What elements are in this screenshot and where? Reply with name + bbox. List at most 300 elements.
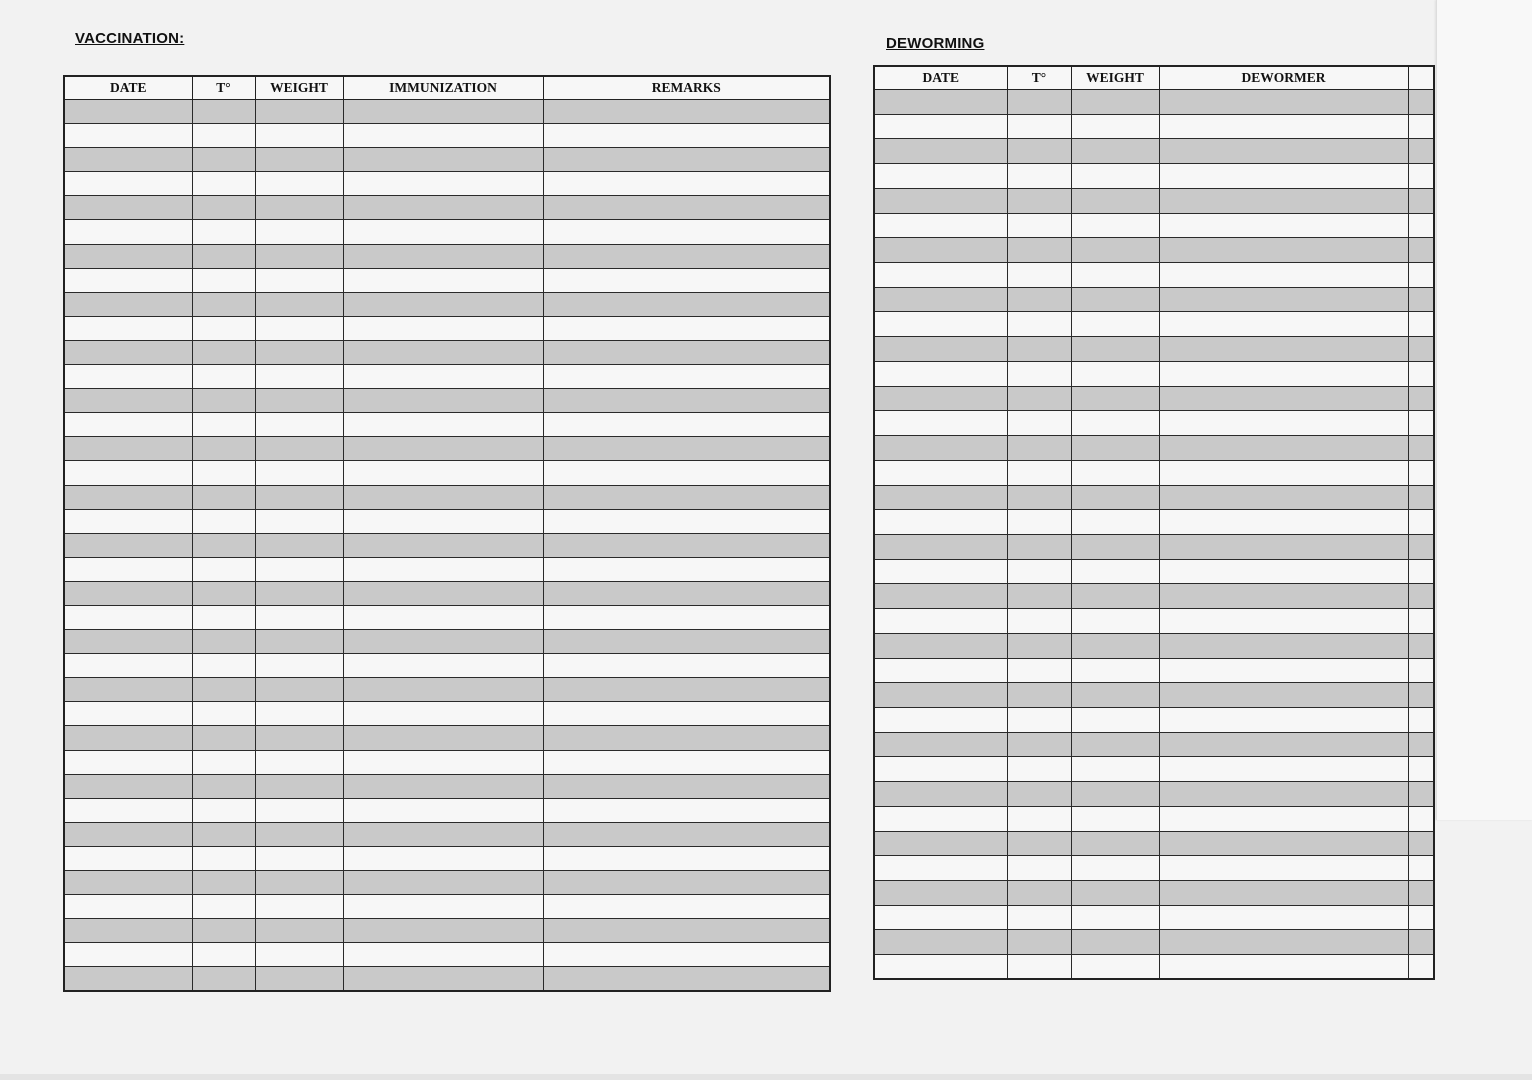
vaccination-cell[interactable] bbox=[543, 389, 830, 413]
vaccination-cell[interactable] bbox=[192, 220, 255, 244]
deworming-cell[interactable] bbox=[1408, 436, 1434, 461]
deworming-cell[interactable] bbox=[1159, 460, 1408, 485]
vaccination-cell[interactable] bbox=[343, 726, 543, 750]
vaccination-cell[interactable] bbox=[543, 678, 830, 702]
vaccination-cell[interactable] bbox=[543, 461, 830, 485]
vaccination-cell[interactable] bbox=[64, 846, 192, 870]
vaccination-cell[interactable] bbox=[192, 316, 255, 340]
deworming-cell[interactable] bbox=[874, 287, 1007, 312]
deworming-cell[interactable] bbox=[1007, 732, 1071, 757]
vaccination-cell[interactable] bbox=[543, 100, 830, 124]
vaccination-cell[interactable] bbox=[543, 750, 830, 774]
deworming-cell[interactable] bbox=[1159, 337, 1408, 362]
vaccination-cell[interactable] bbox=[192, 244, 255, 268]
vaccination-cell[interactable] bbox=[192, 750, 255, 774]
deworming-cell[interactable] bbox=[1071, 386, 1159, 411]
deworming-cell[interactable] bbox=[1408, 881, 1434, 906]
deworming-cell[interactable] bbox=[1071, 905, 1159, 930]
vaccination-cell[interactable] bbox=[343, 798, 543, 822]
vaccination-cell[interactable] bbox=[192, 268, 255, 292]
deworming-cell[interactable] bbox=[1071, 534, 1159, 559]
deworming-cell[interactable] bbox=[1408, 559, 1434, 584]
deworming-cell[interactable] bbox=[1007, 707, 1071, 732]
vaccination-cell[interactable] bbox=[343, 437, 543, 461]
vaccination-cell[interactable] bbox=[255, 148, 343, 172]
deworming-cell[interactable] bbox=[1007, 559, 1071, 584]
deworming-cell[interactable] bbox=[1408, 90, 1434, 115]
vaccination-cell[interactable] bbox=[343, 654, 543, 678]
deworming-cell[interactable] bbox=[1071, 633, 1159, 658]
deworming-cell[interactable] bbox=[1408, 534, 1434, 559]
vaccination-cell[interactable] bbox=[543, 533, 830, 557]
deworming-cell[interactable] bbox=[1007, 411, 1071, 436]
vaccination-cell[interactable] bbox=[64, 774, 192, 798]
deworming-cell[interactable] bbox=[1071, 559, 1159, 584]
vaccination-cell[interactable] bbox=[543, 292, 830, 316]
vaccination-cell[interactable] bbox=[343, 485, 543, 509]
vaccination-cell[interactable] bbox=[192, 630, 255, 654]
vaccination-cell[interactable] bbox=[343, 678, 543, 702]
deworming-cell[interactable] bbox=[1408, 584, 1434, 609]
vaccination-cell[interactable] bbox=[255, 726, 343, 750]
deworming-cell[interactable] bbox=[1159, 510, 1408, 535]
deworming-cell[interactable] bbox=[1071, 930, 1159, 955]
deworming-cell[interactable] bbox=[1007, 905, 1071, 930]
vaccination-cell[interactable] bbox=[64, 413, 192, 437]
deworming-cell[interactable] bbox=[1071, 707, 1159, 732]
deworming-cell[interactable] bbox=[1408, 510, 1434, 535]
vaccination-cell[interactable] bbox=[64, 533, 192, 557]
deworming-cell[interactable] bbox=[1007, 263, 1071, 288]
vaccination-cell[interactable] bbox=[343, 943, 543, 967]
deworming-cell[interactable] bbox=[1071, 881, 1159, 906]
deworming-cell[interactable] bbox=[1408, 312, 1434, 337]
deworming-cell[interactable] bbox=[874, 460, 1007, 485]
vaccination-cell[interactable] bbox=[255, 100, 343, 124]
deworming-cell[interactable] bbox=[1071, 114, 1159, 139]
deworming-cell[interactable] bbox=[1408, 337, 1434, 362]
deworming-cell[interactable] bbox=[874, 881, 1007, 906]
deworming-cell[interactable] bbox=[1071, 188, 1159, 213]
vaccination-cell[interactable] bbox=[343, 846, 543, 870]
vaccination-cell[interactable] bbox=[64, 678, 192, 702]
deworming-cell[interactable] bbox=[1007, 361, 1071, 386]
vaccination-cell[interactable] bbox=[543, 943, 830, 967]
deworming-cell[interactable] bbox=[1071, 436, 1159, 461]
vaccination-cell[interactable] bbox=[543, 437, 830, 461]
deworming-cell[interactable] bbox=[1408, 114, 1434, 139]
deworming-cell[interactable] bbox=[1408, 164, 1434, 189]
vaccination-cell[interactable] bbox=[543, 557, 830, 581]
deworming-cell[interactable] bbox=[1408, 460, 1434, 485]
deworming-cell[interactable] bbox=[874, 411, 1007, 436]
vaccination-cell[interactable] bbox=[255, 172, 343, 196]
vaccination-cell[interactable] bbox=[192, 533, 255, 557]
vaccination-cell[interactable] bbox=[543, 268, 830, 292]
vaccination-cell[interactable] bbox=[343, 316, 543, 340]
vaccination-cell[interactable] bbox=[255, 798, 343, 822]
vaccination-cell[interactable] bbox=[64, 172, 192, 196]
vaccination-cell[interactable] bbox=[255, 678, 343, 702]
vaccination-cell[interactable] bbox=[64, 581, 192, 605]
vaccination-cell[interactable] bbox=[343, 581, 543, 605]
deworming-cell[interactable] bbox=[874, 337, 1007, 362]
deworming-cell[interactable] bbox=[1159, 411, 1408, 436]
vaccination-cell[interactable] bbox=[64, 220, 192, 244]
deworming-cell[interactable] bbox=[1159, 312, 1408, 337]
vaccination-cell[interactable] bbox=[543, 846, 830, 870]
vaccination-cell[interactable] bbox=[343, 196, 543, 220]
deworming-cell[interactable] bbox=[1159, 856, 1408, 881]
deworming-cell[interactable] bbox=[1007, 188, 1071, 213]
deworming-cell[interactable] bbox=[1408, 683, 1434, 708]
vaccination-cell[interactable] bbox=[64, 340, 192, 364]
vaccination-cell[interactable] bbox=[192, 605, 255, 629]
deworming-cell[interactable] bbox=[1007, 534, 1071, 559]
deworming-cell[interactable] bbox=[1408, 263, 1434, 288]
deworming-cell[interactable] bbox=[1159, 485, 1408, 510]
deworming-cell[interactable] bbox=[1159, 386, 1408, 411]
deworming-cell[interactable] bbox=[874, 831, 1007, 856]
vaccination-cell[interactable] bbox=[64, 485, 192, 509]
vaccination-cell[interactable] bbox=[255, 244, 343, 268]
deworming-cell[interactable] bbox=[874, 633, 1007, 658]
vaccination-cell[interactable] bbox=[543, 895, 830, 919]
deworming-cell[interactable] bbox=[1159, 881, 1408, 906]
deworming-cell[interactable] bbox=[874, 263, 1007, 288]
vaccination-cell[interactable] bbox=[192, 581, 255, 605]
vaccination-cell[interactable] bbox=[543, 196, 830, 220]
vaccination-cell[interactable] bbox=[64, 750, 192, 774]
deworming-cell[interactable] bbox=[874, 584, 1007, 609]
deworming-cell[interactable] bbox=[1408, 905, 1434, 930]
deworming-cell[interactable] bbox=[1071, 460, 1159, 485]
deworming-cell[interactable] bbox=[874, 683, 1007, 708]
vaccination-cell[interactable] bbox=[255, 268, 343, 292]
deworming-cell[interactable] bbox=[1159, 930, 1408, 955]
deworming-cell[interactable] bbox=[1071, 955, 1159, 980]
deworming-cell[interactable] bbox=[1007, 213, 1071, 238]
deworming-cell[interactable] bbox=[1159, 905, 1408, 930]
deworming-cell[interactable] bbox=[874, 114, 1007, 139]
vaccination-cell[interactable] bbox=[343, 774, 543, 798]
deworming-cell[interactable] bbox=[874, 485, 1007, 510]
deworming-cell[interactable] bbox=[1007, 831, 1071, 856]
deworming-cell[interactable] bbox=[874, 188, 1007, 213]
deworming-cell[interactable] bbox=[1408, 658, 1434, 683]
deworming-cell[interactable] bbox=[1159, 633, 1408, 658]
vaccination-cell[interactable] bbox=[64, 943, 192, 967]
deworming-cell[interactable] bbox=[1007, 930, 1071, 955]
vaccination-cell[interactable] bbox=[255, 557, 343, 581]
deworming-cell[interactable] bbox=[1159, 683, 1408, 708]
vaccination-cell[interactable] bbox=[64, 461, 192, 485]
deworming-cell[interactable] bbox=[1408, 856, 1434, 881]
deworming-cell[interactable] bbox=[1007, 312, 1071, 337]
deworming-cell[interactable] bbox=[874, 213, 1007, 238]
vaccination-cell[interactable] bbox=[192, 413, 255, 437]
vaccination-cell[interactable] bbox=[543, 365, 830, 389]
deworming-cell[interactable] bbox=[1071, 411, 1159, 436]
vaccination-cell[interactable] bbox=[255, 967, 343, 991]
vaccination-cell[interactable] bbox=[192, 365, 255, 389]
vaccination-cell[interactable] bbox=[343, 605, 543, 629]
deworming-cell[interactable] bbox=[1159, 782, 1408, 807]
vaccination-cell[interactable] bbox=[64, 726, 192, 750]
deworming-cell[interactable] bbox=[874, 90, 1007, 115]
vaccination-cell[interactable] bbox=[543, 581, 830, 605]
deworming-cell[interactable] bbox=[1007, 609, 1071, 634]
deworming-cell[interactable] bbox=[874, 534, 1007, 559]
vaccination-cell[interactable] bbox=[64, 365, 192, 389]
vaccination-cell[interactable] bbox=[343, 244, 543, 268]
vaccination-cell[interactable] bbox=[255, 654, 343, 678]
vaccination-cell[interactable] bbox=[64, 967, 192, 991]
deworming-cell[interactable] bbox=[1408, 213, 1434, 238]
vaccination-cell[interactable] bbox=[255, 292, 343, 316]
vaccination-cell[interactable] bbox=[255, 822, 343, 846]
deworming-cell[interactable] bbox=[1159, 90, 1408, 115]
vaccination-cell[interactable] bbox=[543, 244, 830, 268]
vaccination-cell[interactable] bbox=[64, 196, 192, 220]
vaccination-cell[interactable] bbox=[192, 678, 255, 702]
vaccination-cell[interactable] bbox=[343, 895, 543, 919]
vaccination-cell[interactable] bbox=[343, 389, 543, 413]
vaccination-cell[interactable] bbox=[543, 919, 830, 943]
vaccination-cell[interactable] bbox=[64, 100, 192, 124]
deworming-cell[interactable] bbox=[874, 955, 1007, 980]
vaccination-cell[interactable] bbox=[192, 967, 255, 991]
vaccination-cell[interactable] bbox=[343, 557, 543, 581]
deworming-cell[interactable] bbox=[1071, 856, 1159, 881]
deworming-cell[interactable] bbox=[1007, 164, 1071, 189]
deworming-cell[interactable] bbox=[1007, 114, 1071, 139]
vaccination-cell[interactable] bbox=[64, 871, 192, 895]
vaccination-cell[interactable] bbox=[192, 148, 255, 172]
deworming-cell[interactable] bbox=[1159, 114, 1408, 139]
vaccination-cell[interactable] bbox=[192, 509, 255, 533]
deworming-cell[interactable] bbox=[1159, 188, 1408, 213]
vaccination-cell[interactable] bbox=[343, 750, 543, 774]
vaccination-cell[interactable] bbox=[64, 630, 192, 654]
vaccination-cell[interactable] bbox=[192, 100, 255, 124]
vaccination-cell[interactable] bbox=[192, 196, 255, 220]
vaccination-cell[interactable] bbox=[343, 292, 543, 316]
vaccination-cell[interactable] bbox=[192, 822, 255, 846]
vaccination-cell[interactable] bbox=[64, 316, 192, 340]
deworming-cell[interactable] bbox=[1408, 633, 1434, 658]
deworming-cell[interactable] bbox=[1007, 485, 1071, 510]
vaccination-cell[interactable] bbox=[255, 581, 343, 605]
vaccination-cell[interactable] bbox=[64, 268, 192, 292]
deworming-cell[interactable] bbox=[1408, 782, 1434, 807]
vaccination-cell[interactable] bbox=[343, 533, 543, 557]
vaccination-cell[interactable] bbox=[543, 822, 830, 846]
deworming-cell[interactable] bbox=[1408, 930, 1434, 955]
deworming-cell[interactable] bbox=[1408, 287, 1434, 312]
vaccination-cell[interactable] bbox=[255, 196, 343, 220]
deworming-cell[interactable] bbox=[1007, 90, 1071, 115]
deworming-cell[interactable] bbox=[874, 361, 1007, 386]
deworming-cell[interactable] bbox=[1408, 238, 1434, 263]
deworming-cell[interactable] bbox=[1159, 213, 1408, 238]
vaccination-cell[interactable] bbox=[192, 389, 255, 413]
deworming-cell[interactable] bbox=[1071, 782, 1159, 807]
vaccination-cell[interactable] bbox=[343, 413, 543, 437]
deworming-cell[interactable] bbox=[1071, 164, 1159, 189]
deworming-cell[interactable] bbox=[1007, 337, 1071, 362]
deworming-cell[interactable] bbox=[1007, 460, 1071, 485]
vaccination-cell[interactable] bbox=[543, 172, 830, 196]
vaccination-cell[interactable] bbox=[64, 292, 192, 316]
vaccination-cell[interactable] bbox=[255, 871, 343, 895]
vaccination-cell[interactable] bbox=[192, 846, 255, 870]
deworming-cell[interactable] bbox=[1007, 386, 1071, 411]
deworming-cell[interactable] bbox=[874, 609, 1007, 634]
vaccination-cell[interactable] bbox=[343, 268, 543, 292]
vaccination-cell[interactable] bbox=[64, 654, 192, 678]
deworming-cell[interactable] bbox=[1159, 559, 1408, 584]
vaccination-cell[interactable] bbox=[255, 220, 343, 244]
vaccination-cell[interactable] bbox=[255, 509, 343, 533]
vaccination-cell[interactable] bbox=[255, 919, 343, 943]
vaccination-cell[interactable] bbox=[343, 100, 543, 124]
deworming-cell[interactable] bbox=[1159, 139, 1408, 164]
deworming-cell[interactable] bbox=[1159, 436, 1408, 461]
vaccination-cell[interactable] bbox=[343, 340, 543, 364]
vaccination-cell[interactable] bbox=[543, 605, 830, 629]
deworming-cell[interactable] bbox=[1007, 584, 1071, 609]
deworming-cell[interactable] bbox=[1408, 757, 1434, 782]
vaccination-cell[interactable] bbox=[64, 557, 192, 581]
vaccination-cell[interactable] bbox=[343, 365, 543, 389]
deworming-cell[interactable] bbox=[1071, 757, 1159, 782]
deworming-cell[interactable] bbox=[1071, 806, 1159, 831]
vaccination-cell[interactable] bbox=[192, 292, 255, 316]
vaccination-cell[interactable] bbox=[255, 316, 343, 340]
deworming-cell[interactable] bbox=[1071, 287, 1159, 312]
deworming-cell[interactable] bbox=[1007, 757, 1071, 782]
vaccination-cell[interactable] bbox=[543, 509, 830, 533]
deworming-cell[interactable] bbox=[874, 732, 1007, 757]
deworming-cell[interactable] bbox=[1159, 238, 1408, 263]
deworming-cell[interactable] bbox=[1408, 955, 1434, 980]
deworming-cell[interactable] bbox=[874, 386, 1007, 411]
vaccination-cell[interactable] bbox=[343, 871, 543, 895]
vaccination-cell[interactable] bbox=[543, 124, 830, 148]
deworming-cell[interactable] bbox=[1071, 337, 1159, 362]
deworming-cell[interactable] bbox=[874, 139, 1007, 164]
vaccination-cell[interactable] bbox=[64, 702, 192, 726]
deworming-cell[interactable] bbox=[1007, 856, 1071, 881]
deworming-cell[interactable] bbox=[1071, 213, 1159, 238]
deworming-cell[interactable] bbox=[1071, 361, 1159, 386]
deworming-cell[interactable] bbox=[1007, 683, 1071, 708]
deworming-cell[interactable] bbox=[874, 707, 1007, 732]
deworming-cell[interactable] bbox=[1159, 164, 1408, 189]
deworming-cell[interactable] bbox=[1071, 139, 1159, 164]
deworming-cell[interactable] bbox=[1071, 683, 1159, 708]
vaccination-cell[interactable] bbox=[255, 413, 343, 437]
vaccination-cell[interactable] bbox=[192, 871, 255, 895]
deworming-cell[interactable] bbox=[874, 930, 1007, 955]
vaccination-cell[interactable] bbox=[255, 461, 343, 485]
deworming-cell[interactable] bbox=[1408, 831, 1434, 856]
vaccination-cell[interactable] bbox=[192, 943, 255, 967]
deworming-cell[interactable] bbox=[874, 436, 1007, 461]
deworming-cell[interactable] bbox=[1408, 386, 1434, 411]
deworming-cell[interactable] bbox=[1159, 955, 1408, 980]
vaccination-cell[interactable] bbox=[343, 967, 543, 991]
deworming-cell[interactable] bbox=[1007, 658, 1071, 683]
vaccination-cell[interactable] bbox=[255, 750, 343, 774]
deworming-cell[interactable] bbox=[874, 238, 1007, 263]
deworming-cell[interactable] bbox=[1007, 955, 1071, 980]
deworming-cell[interactable] bbox=[1071, 831, 1159, 856]
deworming-cell[interactable] bbox=[1071, 238, 1159, 263]
vaccination-cell[interactable] bbox=[192, 485, 255, 509]
deworming-cell[interactable] bbox=[874, 312, 1007, 337]
vaccination-cell[interactable] bbox=[343, 822, 543, 846]
vaccination-cell[interactable] bbox=[543, 413, 830, 437]
deworming-cell[interactable] bbox=[1159, 806, 1408, 831]
deworming-cell[interactable] bbox=[1007, 782, 1071, 807]
deworming-cell[interactable] bbox=[1071, 312, 1159, 337]
vaccination-cell[interactable] bbox=[192, 461, 255, 485]
vaccination-cell[interactable] bbox=[255, 895, 343, 919]
vaccination-cell[interactable] bbox=[64, 822, 192, 846]
deworming-cell[interactable] bbox=[1159, 757, 1408, 782]
deworming-cell[interactable] bbox=[1159, 658, 1408, 683]
vaccination-cell[interactable] bbox=[343, 172, 543, 196]
vaccination-cell[interactable] bbox=[343, 148, 543, 172]
vaccination-cell[interactable] bbox=[192, 774, 255, 798]
deworming-cell[interactable] bbox=[1007, 633, 1071, 658]
deworming-cell[interactable] bbox=[874, 856, 1007, 881]
deworming-cell[interactable] bbox=[1159, 609, 1408, 634]
vaccination-cell[interactable] bbox=[64, 124, 192, 148]
vaccination-cell[interactable] bbox=[64, 389, 192, 413]
deworming-cell[interactable] bbox=[1071, 658, 1159, 683]
deworming-cell[interactable] bbox=[1007, 510, 1071, 535]
deworming-cell[interactable] bbox=[1408, 139, 1434, 164]
deworming-cell[interactable] bbox=[1007, 881, 1071, 906]
deworming-cell[interactable] bbox=[1071, 609, 1159, 634]
vaccination-cell[interactable] bbox=[255, 389, 343, 413]
vaccination-cell[interactable] bbox=[343, 461, 543, 485]
vaccination-cell[interactable] bbox=[543, 340, 830, 364]
vaccination-cell[interactable] bbox=[255, 485, 343, 509]
deworming-cell[interactable] bbox=[874, 757, 1007, 782]
vaccination-cell[interactable] bbox=[192, 798, 255, 822]
deworming-cell[interactable] bbox=[1007, 238, 1071, 263]
vaccination-cell[interactable] bbox=[64, 798, 192, 822]
vaccination-cell[interactable] bbox=[543, 485, 830, 509]
deworming-cell[interactable] bbox=[1408, 411, 1434, 436]
deworming-cell[interactable] bbox=[1071, 510, 1159, 535]
deworming-cell[interactable] bbox=[1159, 534, 1408, 559]
deworming-cell[interactable] bbox=[1071, 263, 1159, 288]
vaccination-cell[interactable] bbox=[192, 895, 255, 919]
vaccination-cell[interactable] bbox=[255, 702, 343, 726]
vaccination-cell[interactable] bbox=[255, 630, 343, 654]
vaccination-cell[interactable] bbox=[192, 654, 255, 678]
vaccination-cell[interactable] bbox=[255, 605, 343, 629]
vaccination-cell[interactable] bbox=[543, 148, 830, 172]
vaccination-cell[interactable] bbox=[192, 702, 255, 726]
vaccination-cell[interactable] bbox=[543, 316, 830, 340]
vaccination-cell[interactable] bbox=[255, 774, 343, 798]
